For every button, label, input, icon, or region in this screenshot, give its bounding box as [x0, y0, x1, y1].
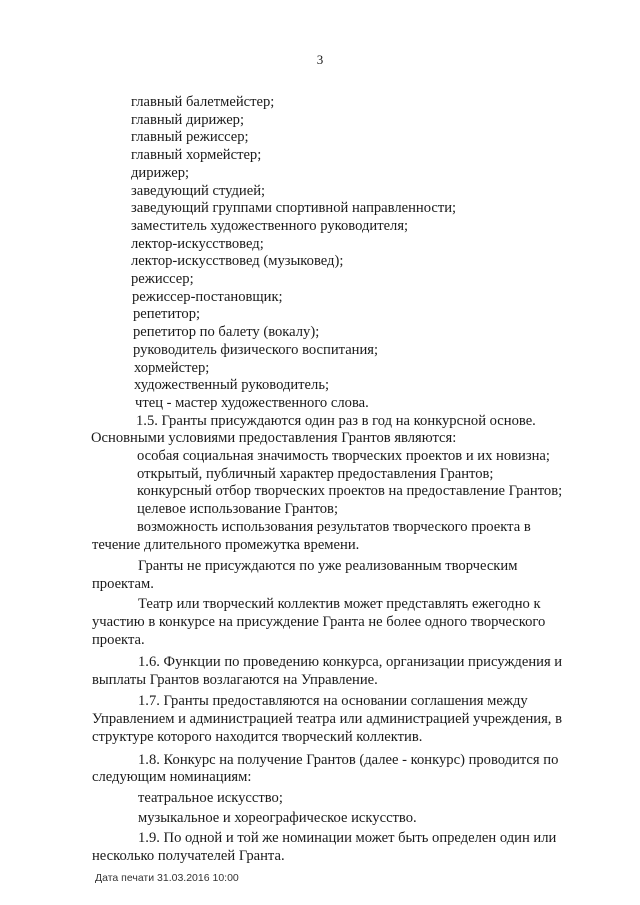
paragraph-theatre: участию в конкурсе на присуждение Гранта не более одного творческого: [92, 613, 546, 630]
condition-item: целевое использование Грантов;: [137, 501, 339, 518]
list-item: режиссер;: [131, 271, 194, 287]
list-item: главный дирижер;: [131, 111, 245, 128]
list-item: главный режиссер;: [131, 129, 249, 146]
condition-item: особая социальная значимость творческих проектов и их новизна;: [137, 448, 550, 464]
condition-item: течение длительного промежутка времени.: [92, 536, 360, 553]
paragraph-1-7-line: Управлением и администрацией театра или администрацией учреждения, в: [92, 710, 562, 727]
list-item: заведующий студией;: [131, 182, 266, 199]
page-number: 3: [316, 52, 324, 67]
paragraph-1-7-line: структуре которого находится творческий коллектив.: [92, 728, 423, 745]
list-item: репетитор по балету (вокалу);: [133, 324, 320, 341]
list-item: хормейстер;: [134, 359, 210, 376]
list-item: режиссер-постановщик;: [132, 288, 283, 305]
paragraph-theatre: Театр или творческий коллектив может представлять ежегодно к: [138, 596, 541, 613]
print-date-footer: Дата печати 31.03.2016 10:00: [95, 872, 239, 884]
condition-item: конкурсный отбор творческих проектов на предоставление Грантов;: [137, 483, 563, 500]
list-item: репетитор;: [133, 306, 201, 323]
paragraph-1-6-line: 1.6. Функции по проведению конкурса, организации присуждения и: [138, 653, 563, 670]
paragraph-not-awarded: проектам.: [92, 575, 154, 592]
nomination-item: театральное искусство;: [138, 789, 283, 806]
list-item: дирижер;: [131, 164, 190, 181]
list-item: лектор-искусствовед (музыковед);: [131, 253, 344, 270]
nomination-item: музыкальное и хореографическое искусство.: [138, 809, 417, 826]
list-item: художественный руководитель;: [134, 377, 330, 394]
paragraph-1-7-line: 1.7. Гранты предоставляются на основании соглашения между: [138, 693, 528, 709]
paragraph-1-5-line: Основными условиями предоставления Грантов являются:: [91, 430, 457, 447]
list-item: главный хормейстер;: [131, 147, 262, 164]
condition-item: открытый, публичный характер предоставления Грантов;: [137, 465, 494, 482]
list-item: заместитель художественного руководителя;: [131, 217, 409, 234]
list-item: заведующий группами спортивной направленности;: [131, 200, 457, 217]
list-item: лектор-искусствовед;: [131, 235, 264, 252]
paragraph-1-5-line: 1.5. Гранты присуждаются один раз в год на конкурсной основе.: [136, 412, 536, 429]
paragraph-theatre: проекта.: [92, 631, 145, 648]
list-item: главный балетмейстер;: [131, 94, 275, 110]
paragraph-1-9-line: несколько получателей Гранта.: [92, 848, 285, 864]
paragraph-1-8-line: следующим номинациям:: [92, 769, 252, 786]
list-item: руководитель физического воспитания;: [133, 341, 379, 358]
condition-item: возможность использования результатов творческого проекта в: [137, 518, 531, 535]
paragraph-1-9-line: 1.9. По одной и той же номинации может быть определен один или: [138, 830, 557, 846]
list-item: чтец - мастер художественного слова.: [135, 394, 369, 411]
paragraph-1-8-line: 1.8. Конкурс на получение Грантов (далее - конкурс) проводится по: [138, 751, 559, 768]
paragraph-1-6-line: выплаты Грантов возлагаются на Управление.: [92, 671, 378, 688]
paragraph-not-awarded: Гранты не присуждаются по уже реализованным творческим: [138, 558, 518, 574]
